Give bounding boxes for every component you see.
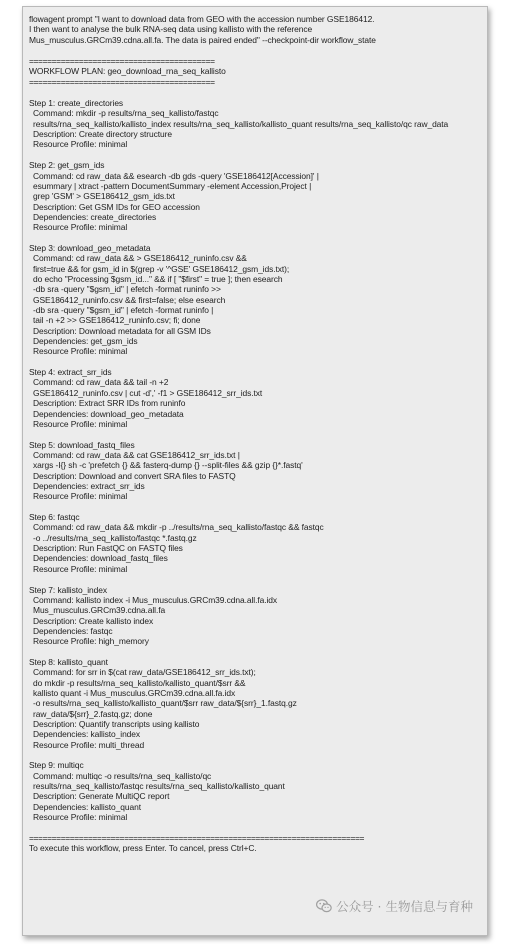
workflow-step: [29, 440, 479, 502]
step-line: Resource Profile: minimal: [33, 418, 128, 429]
step-line: Dependencies: extract_srr_ids: [33, 480, 145, 491]
step-line: Command: kallisto index -i Mus_musculus.GRCm39.cdna.all.fa.idx: [33, 594, 278, 605]
separator-top: =========================================: [29, 56, 215, 67]
step-line: Resource Profile: minimal: [33, 139, 128, 150]
step-line: xargs -I{} sh -c 'prefetch {} && fasterq-dump {} --split-files && gzip {}*.fastq': [33, 460, 303, 471]
spacer: [29, 87, 479, 98]
plan-title: WORKFLOW PLAN: geo_download_rna_seq_kallisto: [29, 66, 226, 77]
step-line: GSE186412_runinfo.csv | cut -d',' -f1 > GSE186412_srr_ids.txt: [33, 387, 263, 398]
step-line: Description: Download metadata for all GSM IDs: [33, 325, 211, 336]
prompt-block: [29, 14, 479, 45]
step-line: Resource Profile: minimal: [33, 491, 128, 502]
step-line: -o results/rna_seq_kallisto/kallisto_quant/$srr raw_data/${srr}_1.fastq.gz: [33, 698, 297, 709]
workflow-step: [29, 367, 479, 429]
step-line: esummary | xtract -pattern DocumentSummary -element Accession,Project |: [33, 180, 312, 191]
workflow-step: [29, 160, 479, 232]
step-line: Command: multiqc -o results/rna_seq_kallisto/qc: [33, 770, 212, 781]
workflow-step: [29, 98, 479, 150]
step-title: Step 1: create_directories: [29, 98, 124, 109]
terminal-window: [22, 6, 488, 936]
step-title: Step 2: get_gsm_ids: [29, 160, 105, 171]
step-line: GSE186412_runinfo.csv && first=false; else esearch: [33, 294, 226, 305]
footer-separator: ==========================================================================: [29, 832, 365, 843]
watermark-text: 公众号 · 生物信息与育种: [336, 899, 473, 914]
step-line: Description: Create kallisto index: [33, 615, 154, 626]
step-line: Command: cd raw_data && mkdir -p ../results/rna_seq_kallisto/fastqc && fastqc: [33, 522, 324, 533]
step-title: Step 3: download_geo_metadata: [29, 242, 151, 253]
step-line: Dependencies: kallisto_quant: [33, 801, 141, 812]
step-line: Command: cd raw_data && cat GSE186412_srr_ids.txt |: [33, 449, 240, 460]
step-line: Command: mkdir -p results/rna_seq_kallisto/fastqc: [33, 108, 219, 119]
workflow-step: [29, 760, 479, 822]
step-line: -db sra -query "$gsm_id" | efetch -format runinfo >>: [33, 284, 221, 295]
step-title: Step 7: kallisto_index: [29, 584, 107, 595]
step-line: Description: Quantify transcripts using kallisto: [33, 719, 200, 730]
step-title: Step 5: download_fastq_files: [29, 439, 135, 450]
workflow-step: [29, 585, 479, 647]
step-line: do echo "Processing $gsm_id..." && if [ "$first" = true ]; then esearch: [33, 274, 283, 284]
step-line: Dependencies: download_fastq_files: [33, 553, 168, 564]
step-line: Command: cd raw_data && tail -n +2: [33, 377, 169, 388]
workflow-step: [29, 657, 479, 750]
step-line: Mus_musculus.GRCm39.cdna.all.fa: [33, 605, 166, 616]
workflow-step: [29, 512, 479, 574]
step-line: Resource Profile: minimal: [33, 346, 128, 357]
step-line: Description: Create directory structure: [33, 129, 172, 140]
prompt-line: Mus_musculus.GRCm39.cdna.all.fa. The data is paired ended" --checkpoint-dir workflow_state: [29, 34, 376, 45]
step-line: grep 'GSM' > GSE186412_gsm_ids.txt: [33, 191, 175, 202]
step-line: Resource Profile: minimal: [33, 812, 128, 823]
step-line: kallisto quant -i Mus_musculus.GRCm39.cdna.all.fa.idx: [33, 687, 236, 698]
step-line: Resource Profile: high_memory: [33, 636, 149, 647]
spacer: [29, 45, 479, 56]
step-line: Dependencies: kallisto_index: [33, 729, 141, 740]
step-line: Description: Download and convert SRA files to FASTQ: [33, 470, 236, 481]
workflow-steps: [29, 98, 479, 822]
step-line: Description: Get GSM IDs for GEO accession: [33, 201, 200, 212]
step-line: Description: Run FastQC on FASTQ files: [33, 543, 183, 554]
step-line: Dependencies: create_directories: [33, 211, 157, 222]
step-line: Resource Profile: minimal: [33, 563, 128, 574]
prompt-line: I then want to analyse the bulk RNA-seq data using kallisto with the reference: [29, 24, 313, 35]
step-line: Command: for srr in $(cat raw_data/GSE186412_srr_ids.txt);: [33, 667, 256, 678]
step-line: raw_data/${srr}_2.fastq.gz; done: [33, 708, 153, 719]
step-line: results/rna_seq_kallisto/fastqc results/rna_seq_kallisto/kallisto_quant: [33, 781, 285, 792]
prompt-line: flowagent prompt "I want to download data from GEO with the accession number GSE186412.: [29, 14, 375, 24]
step-line: first=true && for gsm_id in $(grep -v '^GSE' GSE186412_gsm_ids.txt);: [33, 263, 290, 274]
step-line: -db sra -query "$gsm_id" | efetch -format runinfo |: [33, 305, 214, 316]
footer-instructions: To execute this workflow, press Enter. To cancel, press Ctrl+C.: [29, 843, 257, 854]
step-line: Dependencies: get_gsm_ids: [33, 336, 138, 347]
step-line: results/rna_seq_kallisto/kallisto_index results/rna_seq_kallisto/kallisto_quant results/rna_seq_kallisto/qc raw_data: [33, 118, 449, 129]
step-line: Resource Profile: multi_thread: [33, 739, 145, 750]
watermark: [316, 897, 473, 915]
step-line: -o ../results/rna_seq_kallisto/fastqc *.fastq.gz: [33, 532, 197, 543]
step-line: Resource Profile: minimal: [33, 222, 128, 233]
step-line: Dependencies: download_geo_metadata: [33, 408, 184, 419]
step-line: do mkdir -p results/rna_seq_kallisto/kallisto_quant/$srr &&: [33, 677, 246, 688]
step-line: Dependencies: fastqc: [33, 625, 113, 636]
step-line: Description: Extract SRR IDs from runinfo: [33, 398, 186, 409]
step-line: Command: cd raw_data && esearch -db gds -query 'GSE186412[Accession]' |: [33, 170, 319, 181]
step-title: Step 9: multiqc: [29, 760, 84, 771]
step-title: Step 8: kallisto_quant: [29, 656, 108, 667]
step-line: Description: Generate MultiQC report: [33, 791, 170, 802]
separator-bottom: =========================================: [29, 76, 215, 87]
workflow-step: [29, 243, 479, 357]
wechat-icon: [316, 899, 332, 913]
step-title: Step 6: fastqc: [29, 512, 80, 523]
step-line: Command: cd raw_data && > GSE186412_runinfo.csv &&: [33, 253, 247, 264]
step-title: Step 4: extract_srr_ids: [29, 367, 112, 378]
step-line: tail -n +2 >> GSE186412_runinfo.csv; fi; done: [33, 315, 201, 326]
